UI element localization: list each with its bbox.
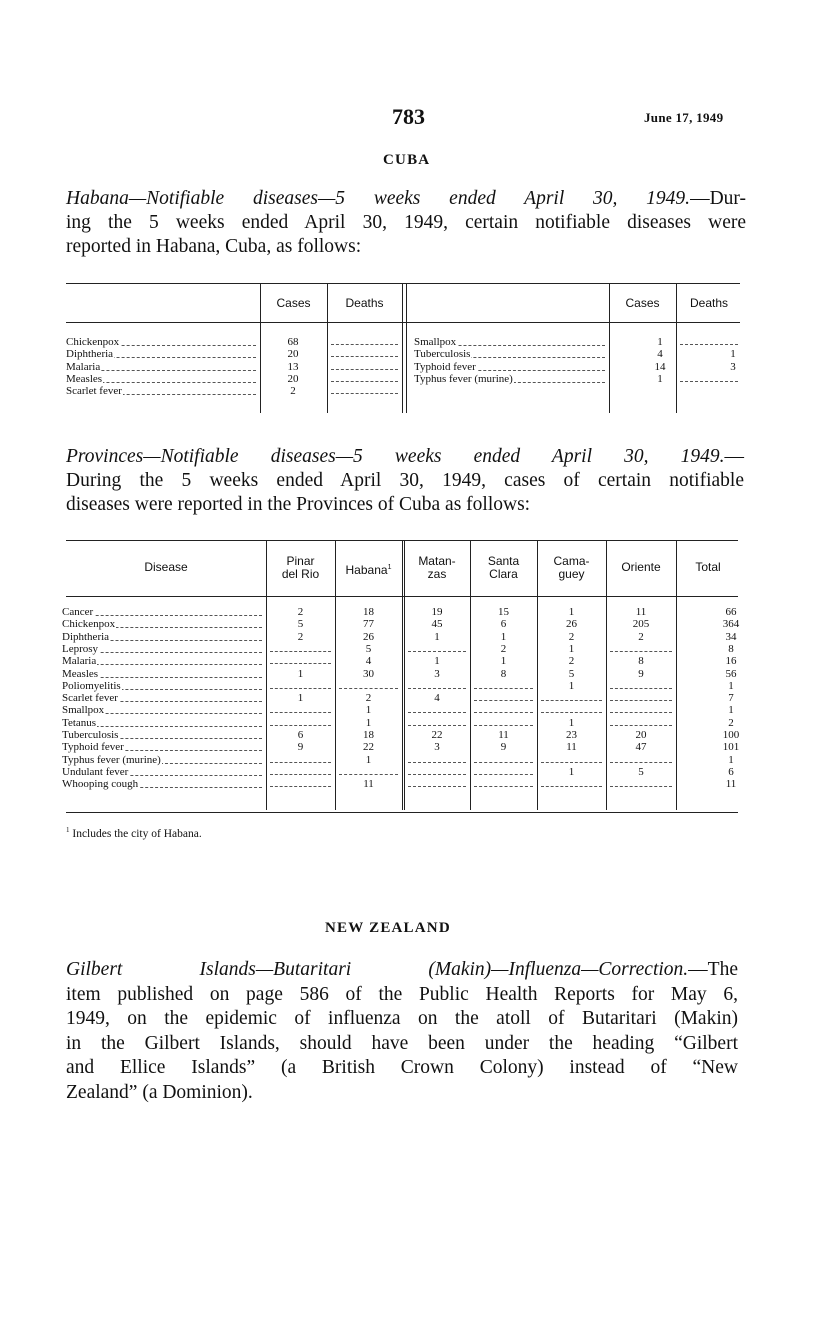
habana-row-leader [66, 345, 256, 346]
habana-row-cases: 2 [290, 385, 296, 398]
provinces-cell-blank [408, 688, 466, 689]
habana-row-disease [66, 385, 256, 397]
provinces-cell-blank [610, 651, 672, 652]
habana-row-disease-text: Malaria [66, 360, 101, 373]
habana-row-disease [414, 348, 604, 360]
nz-text-line2: item published on page 586 of the Public Health Reports for May 6, [66, 983, 738, 1005]
provinces-row-disease [62, 741, 262, 753]
provinces-cell: 1 [568, 716, 575, 729]
provinces-cell: 1 [728, 753, 734, 766]
provinces-paragraph: Provinces—Notifiable diseases—5 weeks ended April 30, 1949.— During the 5 weeks ended April 30, 1949, cases of certain notifiable diseases were reported in the Provinces of Cuba as follows: [66, 446, 744, 515]
new-zealand-paragraph: Gilbert Islands—Butaritari (Makin)—Influenza—Correction.—The item published on page 586 of the Public Health Reports for May 6, 1949, on the epidemic of influenza on the atoll of Butaritari (Makin) in the Gilbert Islands, should have been under the heading “Gilbert and Ellice Islands” (a British Crown Colony) instead of “New Zealand” (a Dominion). [66, 958, 738, 1105]
provinces-cell-blank [408, 786, 466, 787]
provinces-cell-blank [474, 712, 533, 713]
provinces-cell-blank [610, 762, 672, 763]
provinces-row-disease [62, 618, 262, 630]
provinces-cell-blank [270, 688, 331, 689]
provinces-cell-blank [474, 725, 533, 726]
habana-row-disease-text: Typhoid fever [414, 360, 476, 373]
provinces-cell-blank [541, 700, 602, 701]
section-heading-cuba: CUBA [383, 152, 431, 168]
provinces-row-disease [62, 668, 262, 680]
habana-column-rule [327, 283, 328, 413]
provinces-cell-blank [474, 762, 533, 763]
provinces-cell: 2 [297, 630, 304, 643]
provinces-cell-blank [610, 688, 672, 689]
provinces-row-disease-text: Poliomyelitis [62, 679, 121, 692]
habana-row-disease-text: Scarlet fever [66, 385, 122, 398]
provinces-cell: 205 [632, 618, 650, 631]
provinces-row-disease-text: Chickenpox [62, 618, 116, 631]
provinces-cell-blank [474, 774, 533, 775]
provinces-cell-blank [270, 725, 331, 726]
provinces-cell: 4 [365, 655, 372, 668]
issue-date: June 17, 1949 [644, 110, 724, 125]
habana-row-cases: 20 [287, 372, 299, 385]
provinces-row-disease [62, 692, 262, 704]
provinces-row-disease-text: Measles [62, 667, 99, 680]
habana-column-rule [609, 283, 610, 413]
provinces-cell: 11 [498, 729, 509, 741]
habana-row-deaths: 3 [730, 360, 736, 373]
habana-row-leader [66, 357, 256, 358]
provinces-cell: 9 [638, 667, 644, 680]
provinces-cell: 16 [725, 655, 737, 668]
provinces-cell: 6 [728, 765, 734, 778]
habana-row-cases: 4 [657, 348, 663, 361]
habana-row-deaths-blank [331, 344, 398, 345]
provinces-cell: 2 [638, 630, 644, 643]
provinces-column-rule [537, 540, 538, 810]
provinces-cell: 4 [434, 692, 440, 705]
provinces-title: Provinces—Notifiable diseases—5 weeks ended April 30, 1949. [66, 446, 725, 467]
habana-row-disease [414, 336, 604, 348]
provinces-column-rule [335, 540, 336, 810]
habana-row-deaths-blank [680, 381, 738, 382]
provinces-row-disease [62, 631, 262, 643]
provinces-cell-blank [610, 786, 672, 787]
provinces-cell-blank [270, 774, 331, 775]
provinces-cell: 5 [568, 667, 575, 680]
provinces-cell: 11 [566, 741, 577, 754]
provinces-row-disease-text: Undulant fever [62, 765, 129, 778]
habana-row-cases: 1 [657, 336, 663, 348]
provinces-cell: 6 [500, 618, 507, 631]
provinces-row-leader [66, 713, 262, 714]
habana-row-deaths-blank [331, 356, 398, 357]
provinces-cell-blank [270, 762, 331, 763]
habana-row-deaths: 1 [730, 348, 736, 361]
provinces-text-line2: During the 5 weeks ended April 30, 1949, cases of certain notifiable [66, 470, 744, 491]
habana-row-cases: 20 [287, 348, 299, 361]
provinces-cell-blank [408, 762, 466, 763]
provinces-cell: 364 [722, 618, 740, 631]
footnote [66, 826, 202, 840]
provinces-row-disease-text: Typhus fever (murine) [62, 753, 161, 766]
provinces-cell: 11 [725, 778, 737, 791]
provinces-cell: 2 [297, 606, 304, 618]
nz-text-line6: Zealand” (a Dominion). [66, 1081, 253, 1103]
provinces-row-disease [62, 766, 262, 778]
provinces-row-disease-text: Cancer [62, 606, 94, 618]
nz-text-line5: and Ellice Islands” (a British Crown Colony) instead of “New [66, 1057, 738, 1078]
provinces-cell: 1 [728, 679, 734, 692]
nz-text-line3: 1949, on the epidemic of influenza on the atoll of Butaritari (Makin) [66, 1008, 738, 1029]
provinces-col-camaguey: Cama- guey [553, 554, 590, 581]
habana-column-rule [406, 283, 407, 413]
provinces-cell: 6 [297, 729, 304, 741]
provinces-cell: 2 [365, 692, 372, 705]
provinces-row-leader [66, 726, 262, 727]
provinces-column-rule [404, 540, 405, 810]
provinces-cell-blank [474, 688, 533, 689]
provinces-cell-blank [339, 688, 398, 689]
provinces-cell: 22 [431, 729, 443, 741]
provinces-cell: 8 [638, 655, 644, 668]
provinces-cell: 1 [568, 679, 575, 692]
habana-row-leader [66, 382, 256, 383]
provinces-cell-blank [474, 786, 533, 787]
provinces-row-disease-text: Malaria [62, 655, 97, 668]
provinces-row-leader [66, 689, 262, 690]
provinces-row-disease [62, 606, 262, 618]
provinces-cell: 1 [365, 704, 372, 717]
provinces-cell: 1 [434, 630, 440, 643]
provinces-col-disease: Disease [144, 560, 188, 574]
provinces-column-rule [266, 540, 267, 810]
provinces-row-leader [66, 677, 262, 678]
provinces-cell-blank [541, 712, 602, 713]
provinces-cell: 101 [722, 741, 740, 754]
provinces-cell: 15 [498, 606, 509, 618]
provinces-cell: 56 [725, 667, 737, 680]
provinces-cell: 1 [568, 642, 575, 655]
provinces-row-leader [66, 787, 262, 788]
provinces-column-rule [402, 540, 403, 810]
provinces-cell: 5 [365, 642, 372, 655]
new-zealand-title: Gilbert Islands—Butaritari (Makin)—Influenza—Correction. [66, 959, 689, 980]
provinces-cell: 1 [568, 765, 575, 778]
provinces-cell-blank [474, 700, 533, 701]
provinces-cell-blank [270, 712, 331, 713]
provinces-cell: 26 [566, 618, 577, 631]
provinces-cell-blank [408, 774, 466, 775]
provinces-cell: 2 [500, 642, 507, 655]
provinces-cell: 5 [297, 618, 304, 631]
provinces-cell-blank [610, 700, 672, 701]
habana-row-disease-text: Tuberculosis [414, 348, 471, 361]
provinces-row-disease-text: Leprosy [62, 642, 99, 655]
provinces-cell: 3 [434, 741, 440, 754]
habana-row-leader [414, 382, 605, 383]
provinces-cell: 34 [725, 630, 737, 643]
provinces-cell: 1 [365, 753, 372, 766]
habana-row-cases: 1 [657, 372, 663, 385]
habana-row-leader [414, 345, 605, 346]
provinces-cell: 9 [297, 741, 304, 754]
provinces-col-pinar: Pinar del Rio [281, 554, 320, 581]
habana-column-rule [676, 283, 677, 413]
provinces-row-leader [66, 763, 262, 764]
nz-text-line4: in the Gilbert Islands, should have been under the heading “Gilbert [66, 1032, 738, 1054]
provinces-cell: 7 [728, 692, 734, 705]
provinces-cell: 100 [722, 729, 740, 741]
provinces-row-leader [66, 640, 262, 641]
provinces-cell-blank [408, 651, 466, 652]
provinces-cell: 19 [431, 606, 443, 618]
provinces-row-leader [66, 775, 262, 776]
habana-row-disease [414, 373, 604, 385]
provinces-cell: 5 [638, 765, 644, 778]
habana-row-cases: 13 [287, 360, 299, 373]
habana-row-disease [414, 361, 604, 373]
provinces-cell: 2 [568, 655, 575, 668]
habana-row-deaths-blank [331, 369, 398, 370]
provinces-cell: 20 [635, 729, 647, 741]
provinces-col-matanzas: Matan- zas [418, 554, 456, 581]
habana-col-deaths-left: Deaths [345, 296, 384, 310]
habana-row-leader [66, 370, 256, 371]
provinces-row-disease-text: Scarlet fever [62, 692, 118, 705]
habana-text-line3: reported in Habana, Cuba, as follows: [66, 236, 362, 257]
habana-row-disease-text: Measles [66, 372, 103, 385]
provinces-cell: 45 [431, 618, 443, 631]
provinces-row-leader [66, 750, 262, 751]
page-number: 783 [392, 104, 425, 129]
habana-row-disease-text: Chickenpox [66, 336, 120, 348]
provinces-table-bottom-rule [66, 812, 738, 813]
provinces-row-disease [62, 778, 262, 790]
habana-row-disease-text: Smallpox [414, 336, 457, 348]
provinces-cell-blank [610, 712, 672, 713]
habana-row-deaths-blank [331, 381, 398, 382]
provinces-col-habana-text: Habana [345, 563, 388, 577]
habana-table-header-rule [66, 322, 740, 323]
provinces-cell: 18 [363, 606, 374, 618]
provinces-row-disease-text: Diphtheria [62, 630, 110, 643]
provinces-cell: 8 [500, 667, 507, 680]
provinces-row-disease-text: Tetanus [62, 716, 97, 729]
provinces-table-header-rule [66, 596, 738, 597]
provinces-cell: 2 [728, 716, 734, 729]
provinces-row-disease [62, 643, 262, 655]
habana-column-rule [402, 283, 403, 413]
habana-row-disease [66, 373, 256, 385]
habana-title: Habana—Notifiable diseases—5 weeks ended April 30, 1949. [66, 188, 691, 209]
provinces-cell-blank [270, 651, 331, 652]
provinces-row-disease-text: Whooping cough [62, 778, 139, 791]
provinces-table-top-rule [66, 540, 738, 541]
habana-col-cases-right: Cases [625, 296, 660, 310]
footnote-text: Includes the city of Habana. [72, 827, 202, 840]
provinces-cell: 23 [566, 729, 577, 741]
provinces-cell: 1 [365, 716, 372, 729]
provinces-row-leader [66, 615, 262, 616]
provinces-cell: 47 [635, 741, 647, 754]
habana-row-leader [414, 370, 605, 371]
provinces-cell: 1 [500, 655, 507, 668]
provinces-col-oriente: Oriente [621, 560, 661, 574]
provinces-row-disease [62, 729, 262, 741]
habana-row-deaths-blank [331, 393, 398, 394]
provinces-column-rule [676, 540, 677, 810]
provinces-row-disease-text: Tuberculosis [62, 729, 119, 741]
provinces-col-habana [335, 561, 402, 577]
provinces-cell: 1 [297, 667, 304, 680]
provinces-row-leader [66, 652, 262, 653]
provinces-cell: 1 [297, 692, 304, 705]
provinces-cell: 2 [568, 630, 575, 643]
habana-row-disease-text: Diphtheria [66, 348, 114, 361]
habana-row-disease [66, 336, 256, 348]
provinces-cell: 77 [363, 618, 374, 631]
habana-col-deaths-right: Deaths [689, 296, 729, 310]
provinces-cell: 1 [434, 655, 440, 668]
habana-paragraph: Habana—Notifiable diseases—5 weeks ended April 30, 1949.—Dur- ing the 5 weeks ended April 30, 1949, certain notifiable diseases were reported in Habana, Cuba, as follows: [66, 188, 746, 257]
provinces-cell-blank [610, 725, 672, 726]
provinces-cell-blank [541, 762, 602, 763]
habana-row-disease-text: Typhus fever (murine) [414, 372, 513, 385]
habana-table-top-rule [66, 283, 740, 284]
provinces-cell-blank [408, 725, 466, 726]
provinces-row-disease [62, 704, 262, 716]
provinces-column-rule [470, 540, 471, 810]
habana-col-cases-left: Cases [276, 296, 311, 310]
provinces-cell: 1 [500, 630, 507, 643]
habana-row-cases: 68 [287, 336, 299, 348]
provinces-cell: 1 [728, 704, 734, 717]
provinces-row-disease-text: Typhoid fever [62, 741, 124, 754]
provinces-row-leader [66, 701, 262, 702]
provinces-cell: 1 [568, 606, 575, 618]
provinces-text-line3: diseases were reported in the Provinces of Cuba as follows: [66, 494, 531, 515]
provinces-cell: 3 [434, 667, 440, 680]
provinces-cell: 26 [363, 630, 374, 643]
provinces-row-disease [62, 680, 262, 692]
provinces-col-habana-sup: 1 [387, 564, 392, 571]
provinces-col-santa-clara: Santa Clara [487, 554, 520, 581]
provinces-cell: 11 [363, 778, 374, 791]
provinces-cell: 9 [500, 741, 507, 754]
provinces-cell-blank [408, 712, 466, 713]
provinces-cell: 66 [725, 606, 737, 618]
provinces-column-rule [606, 540, 607, 810]
provinces-row-disease-text: Smallpox [62, 704, 105, 717]
footnote-mark: 1 [66, 826, 70, 834]
provinces-cell-blank [270, 663, 331, 664]
provinces-row-disease [62, 754, 262, 766]
provinces-row-disease [62, 717, 262, 729]
habana-row-leader [414, 357, 605, 358]
habana-row-disease [66, 348, 256, 360]
habana-row-leader [66, 394, 256, 395]
section-heading-new-zealand: NEW ZEALAND [325, 920, 451, 936]
provinces-cell: 30 [363, 667, 374, 680]
provinces-cell: 8 [728, 642, 734, 655]
provinces-row-leader [66, 738, 262, 739]
habana-row-cases: 14 [654, 360, 666, 373]
provinces-cell-blank [270, 786, 331, 787]
habana-row-disease [66, 361, 256, 373]
provinces-cell: 18 [363, 729, 374, 741]
habana-column-rule [260, 283, 261, 413]
provinces-cell-blank [339, 774, 398, 775]
provinces-cell: 11 [635, 606, 647, 618]
provinces-cell: 22 [363, 741, 374, 754]
habana-text-line2: ing the 5 weeks ended April 30, 1949, certain notifiable diseases were [66, 212, 746, 233]
provinces-row-disease [62, 655, 262, 667]
habana-row-deaths-blank [680, 344, 738, 345]
provinces-cell-blank [541, 786, 602, 787]
provinces-row-leader [66, 664, 262, 665]
provinces-row-leader [66, 627, 262, 628]
provinces-col-total: Total [695, 560, 721, 574]
